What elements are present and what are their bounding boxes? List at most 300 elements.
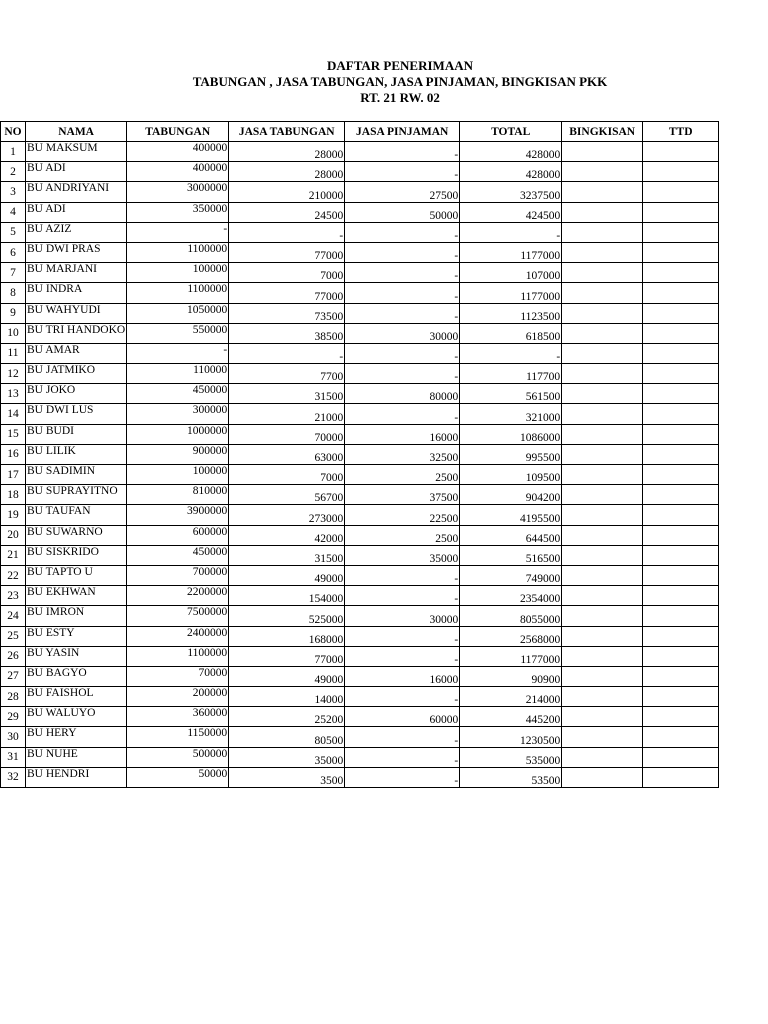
cell-tabungan: 200000 bbox=[127, 687, 229, 707]
table-row bbox=[1, 485, 719, 505]
cell-bingkisan bbox=[562, 525, 643, 545]
cell-nama: BU FAISHOL bbox=[26, 687, 127, 707]
cell-total: 321000 bbox=[460, 404, 562, 424]
cell-total: 904200 bbox=[460, 485, 562, 505]
cell-jasa-tabungan: 24500 bbox=[229, 202, 345, 222]
cell-total: 749000 bbox=[460, 565, 562, 585]
cell-nama: BU JOKO bbox=[26, 384, 127, 404]
cell-jasa-pinjaman: 22500 bbox=[345, 505, 460, 525]
cell-tabungan: 700000 bbox=[127, 565, 229, 585]
cell-no: 30 bbox=[1, 727, 26, 747]
cell-total: 995500 bbox=[460, 444, 562, 464]
title-line-1: DAFTAR PENERIMAAN bbox=[326, 58, 473, 73]
cell-total: 424500 bbox=[460, 202, 562, 222]
cell-ttd bbox=[643, 404, 719, 424]
cell-jasa-tabungan: - bbox=[229, 343, 345, 363]
cell-no: 24 bbox=[1, 606, 26, 626]
cell-jasa-pinjaman: - bbox=[345, 162, 460, 182]
cell-ttd bbox=[643, 303, 719, 323]
cell-jasa-tabungan: 49000 bbox=[229, 666, 345, 686]
cell-total: 516500 bbox=[460, 545, 562, 565]
table-row bbox=[1, 465, 719, 485]
cell-jasa-pinjaman: - bbox=[345, 626, 460, 646]
cell-bingkisan bbox=[562, 727, 643, 747]
cell-jasa-tabungan: 77000 bbox=[229, 242, 345, 262]
cell-ttd bbox=[643, 545, 719, 565]
cell-tabungan: 500000 bbox=[127, 747, 229, 767]
cell-total: 644500 bbox=[460, 525, 562, 545]
table-row bbox=[1, 767, 719, 787]
cell-bingkisan bbox=[562, 323, 643, 343]
cell-no: 27 bbox=[1, 666, 26, 686]
cell-nama: BU TAPTO U bbox=[26, 565, 127, 585]
col-header-nama: NAMA bbox=[26, 122, 127, 142]
cell-total: 1177000 bbox=[460, 646, 562, 666]
table-row bbox=[1, 687, 719, 707]
cell-nama: BU EKHWAN bbox=[26, 586, 127, 606]
table-row bbox=[1, 162, 719, 182]
cell-bingkisan bbox=[562, 222, 643, 242]
table-row bbox=[1, 424, 719, 444]
cell-bingkisan bbox=[562, 404, 643, 424]
cell-jasa-pinjaman: - bbox=[345, 263, 460, 283]
cell-jasa-tabungan: 14000 bbox=[229, 687, 345, 707]
cell-no: 29 bbox=[1, 707, 26, 727]
cell-ttd bbox=[643, 222, 719, 242]
cell-bingkisan bbox=[562, 747, 643, 767]
cell-nama: BU ANDRIYANI bbox=[26, 182, 127, 202]
cell-tabungan: 600000 bbox=[127, 525, 229, 545]
cell-bingkisan bbox=[562, 687, 643, 707]
cell-jasa-tabungan: 7000 bbox=[229, 263, 345, 283]
cell-nama: BU YASIN bbox=[26, 646, 127, 666]
cell-tabungan: 70000 bbox=[127, 666, 229, 686]
cell-jasa-pinjaman: 30000 bbox=[345, 606, 460, 626]
cell-jasa-pinjaman: 50000 bbox=[345, 202, 460, 222]
cell-bingkisan bbox=[562, 263, 643, 283]
cell-jasa-pinjaman: - bbox=[345, 586, 460, 606]
cell-nama: BU ADI bbox=[26, 202, 127, 222]
cell-tabungan: 400000 bbox=[127, 162, 229, 182]
col-header-tabungan: TABUNGAN bbox=[127, 122, 229, 142]
cell-no: 23 bbox=[1, 586, 26, 606]
table-row bbox=[1, 505, 719, 525]
cell-jasa-tabungan: 28000 bbox=[229, 142, 345, 162]
cell-total: 53500 bbox=[460, 767, 562, 787]
cell-nama: BU SUWARNO bbox=[26, 525, 127, 545]
cell-bingkisan bbox=[562, 707, 643, 727]
cell-tabungan: 400000 bbox=[127, 142, 229, 162]
cell-total: 428000 bbox=[460, 162, 562, 182]
table-row bbox=[1, 747, 719, 767]
cell-no: 9 bbox=[1, 303, 26, 323]
savings-table bbox=[0, 121, 719, 788]
table-row bbox=[1, 404, 719, 424]
cell-ttd bbox=[643, 242, 719, 262]
cell-jasa-tabungan: 28000 bbox=[229, 162, 345, 182]
cell-tabungan: 300000 bbox=[127, 404, 229, 424]
cell-no: 8 bbox=[1, 283, 26, 303]
cell-bingkisan bbox=[562, 565, 643, 585]
cell-nama: BU ESTY bbox=[26, 626, 127, 646]
cell-jasa-tabungan: 42000 bbox=[229, 525, 345, 545]
cell-tabungan: 450000 bbox=[127, 545, 229, 565]
cell-ttd bbox=[643, 606, 719, 626]
col-header-jasa-tabungan: JASA TABUNGAN bbox=[229, 122, 345, 142]
cell-no: 31 bbox=[1, 747, 26, 767]
cell-jasa-tabungan: 38500 bbox=[229, 323, 345, 343]
cell-no: 4 bbox=[1, 202, 26, 222]
table-row bbox=[1, 242, 719, 262]
cell-total: 535000 bbox=[460, 747, 562, 767]
cell-total: 3237500 bbox=[460, 182, 562, 202]
cell-jasa-tabungan: 56700 bbox=[229, 485, 345, 505]
cell-tabungan: 1100000 bbox=[127, 646, 229, 666]
cell-jasa-pinjaman: 32500 bbox=[345, 444, 460, 464]
cell-jasa-tabungan: 168000 bbox=[229, 626, 345, 646]
cell-jasa-pinjaman: - bbox=[345, 142, 460, 162]
table-row bbox=[1, 263, 719, 283]
cell-total: 8055000 bbox=[460, 606, 562, 626]
cell-ttd bbox=[643, 687, 719, 707]
cell-jasa-pinjaman: - bbox=[345, 222, 460, 242]
cell-nama: BU AMAR bbox=[26, 343, 127, 363]
cell-jasa-pinjaman: - bbox=[345, 747, 460, 767]
cell-total: 1123500 bbox=[460, 303, 562, 323]
cell-ttd bbox=[643, 142, 719, 162]
cell-jasa-tabungan: 31500 bbox=[229, 545, 345, 565]
col-header-bingkisan: BINGKISAN bbox=[562, 122, 643, 142]
cell-ttd bbox=[643, 646, 719, 666]
cell-no: 18 bbox=[1, 485, 26, 505]
cell-jasa-tabungan: 154000 bbox=[229, 586, 345, 606]
cell-jasa-pinjaman: - bbox=[345, 404, 460, 424]
cell-ttd bbox=[643, 626, 719, 646]
table-row bbox=[1, 586, 719, 606]
table-row bbox=[1, 606, 719, 626]
cell-tabungan: 110000 bbox=[127, 364, 229, 384]
cell-nama: BU MARJANI bbox=[26, 263, 127, 283]
cell-jasa-pinjaman: - bbox=[345, 646, 460, 666]
table-row bbox=[1, 646, 719, 666]
cell-tabungan: 900000 bbox=[127, 444, 229, 464]
cell-bingkisan bbox=[562, 586, 643, 606]
cell-total: 90900 bbox=[460, 666, 562, 686]
table-row bbox=[1, 545, 719, 565]
table-row bbox=[1, 626, 719, 646]
cell-tabungan: 2200000 bbox=[127, 586, 229, 606]
cell-nama: BU SADIMIN bbox=[26, 465, 127, 485]
cell-jasa-pinjaman: 2500 bbox=[345, 465, 460, 485]
cell-bingkisan bbox=[562, 303, 643, 323]
cell-total: 1086000 bbox=[460, 424, 562, 444]
cell-jasa-tabungan: 77000 bbox=[229, 646, 345, 666]
table-row bbox=[1, 565, 719, 585]
cell-jasa-pinjaman: 80000 bbox=[345, 384, 460, 404]
cell-bingkisan bbox=[562, 384, 643, 404]
cell-ttd bbox=[643, 283, 719, 303]
cell-tabungan: 2400000 bbox=[127, 626, 229, 646]
cell-nama: BU HENDRI bbox=[26, 767, 127, 787]
cell-no: 7 bbox=[1, 263, 26, 283]
cell-tabungan: 1000000 bbox=[127, 424, 229, 444]
cell-tabungan: 100000 bbox=[127, 263, 229, 283]
cell-tabungan: 810000 bbox=[127, 485, 229, 505]
cell-jasa-pinjaman: - bbox=[345, 303, 460, 323]
cell-jasa-tabungan: 273000 bbox=[229, 505, 345, 525]
cell-tabungan: 550000 bbox=[127, 323, 229, 343]
cell-jasa-tabungan: 77000 bbox=[229, 283, 345, 303]
cell-nama: BU WALUYO bbox=[26, 707, 127, 727]
cell-jasa-pinjaman: - bbox=[345, 283, 460, 303]
cell-jasa-pinjaman: - bbox=[345, 687, 460, 707]
cell-bingkisan bbox=[562, 767, 643, 787]
cell-nama: BU TRI HANDOKO bbox=[26, 323, 127, 343]
cell-bingkisan bbox=[562, 162, 643, 182]
cell-jasa-pinjaman: - bbox=[345, 343, 460, 363]
cell-bingkisan bbox=[562, 202, 643, 222]
cell-bingkisan bbox=[562, 142, 643, 162]
cell-ttd bbox=[643, 666, 719, 686]
cell-jasa-tabungan: 63000 bbox=[229, 444, 345, 464]
table-row bbox=[1, 182, 719, 202]
cell-jasa-tabungan: 35000 bbox=[229, 747, 345, 767]
table-row bbox=[1, 303, 719, 323]
cell-no: 5 bbox=[1, 222, 26, 242]
cell-nama: BU DWI PRAS bbox=[26, 242, 127, 262]
col-header-jasa-pinjaman: JASA PINJAMAN bbox=[345, 122, 460, 142]
cell-bingkisan bbox=[562, 606, 643, 626]
cell-jasa-tabungan: 25200 bbox=[229, 707, 345, 727]
cell-nama: BU DWI LUS bbox=[26, 404, 127, 424]
cell-no: 17 bbox=[1, 465, 26, 485]
cell-jasa-tabungan: 80500 bbox=[229, 727, 345, 747]
cell-no: 6 bbox=[1, 242, 26, 262]
cell-no: 22 bbox=[1, 565, 26, 585]
cell-tabungan: 360000 bbox=[127, 707, 229, 727]
cell-ttd bbox=[643, 505, 719, 525]
cell-ttd bbox=[643, 202, 719, 222]
cell-jasa-tabungan: 70000 bbox=[229, 424, 345, 444]
cell-nama: BU ADI bbox=[26, 162, 127, 182]
cell-nama: BU AZIZ bbox=[26, 222, 127, 242]
cell-bingkisan bbox=[562, 666, 643, 686]
cell-nama: BU NUHE bbox=[26, 747, 127, 767]
title-line-2: TABUNGAN , JASA TABUNGAN, JASA PINJAMAN, BINGKISAN PKK bbox=[192, 74, 608, 89]
cell-nama: BU BAGYO bbox=[26, 666, 127, 686]
cell-tabungan: 3900000 bbox=[127, 505, 229, 525]
cell-nama: BU LILIK bbox=[26, 444, 127, 464]
cell-nama: BU MAKSUM bbox=[26, 142, 127, 162]
cell-total: 1177000 bbox=[460, 242, 562, 262]
cell-no: 32 bbox=[1, 767, 26, 787]
cell-bingkisan bbox=[562, 343, 643, 363]
cell-ttd bbox=[643, 565, 719, 585]
cell-tabungan: 7500000 bbox=[127, 606, 229, 626]
cell-ttd bbox=[643, 384, 719, 404]
cell-bingkisan bbox=[562, 364, 643, 384]
cell-jasa-pinjaman: 35000 bbox=[345, 545, 460, 565]
cell-tabungan: - bbox=[127, 343, 229, 363]
document-title bbox=[0, 58, 768, 106]
cell-tabungan: 1050000 bbox=[127, 303, 229, 323]
cell-jasa-tabungan: 7700 bbox=[229, 364, 345, 384]
cell-total: - bbox=[460, 222, 562, 242]
cell-jasa-tabungan: 525000 bbox=[229, 606, 345, 626]
cell-total: 109500 bbox=[460, 465, 562, 485]
cell-total: 117700 bbox=[460, 364, 562, 384]
cell-no: 14 bbox=[1, 404, 26, 424]
cell-total: 214000 bbox=[460, 687, 562, 707]
cell-bingkisan bbox=[562, 283, 643, 303]
title-line-3: RT. 21 RW. 02 bbox=[360, 90, 440, 105]
cell-jasa-tabungan: 49000 bbox=[229, 565, 345, 585]
cell-nama: BU IMRON bbox=[26, 606, 127, 626]
cell-tabungan: 50000 bbox=[127, 767, 229, 787]
table-row bbox=[1, 283, 719, 303]
cell-tabungan: 3000000 bbox=[127, 182, 229, 202]
table-row bbox=[1, 707, 719, 727]
table-row bbox=[1, 727, 719, 747]
cell-ttd bbox=[643, 485, 719, 505]
cell-no: 12 bbox=[1, 364, 26, 384]
table-row bbox=[1, 666, 719, 686]
cell-nama: BU HERY bbox=[26, 727, 127, 747]
table-row bbox=[1, 202, 719, 222]
cell-ttd bbox=[643, 323, 719, 343]
cell-jasa-pinjaman: 16000 bbox=[345, 424, 460, 444]
cell-jasa-pinjaman: - bbox=[345, 364, 460, 384]
cell-no: 10 bbox=[1, 323, 26, 343]
cell-jasa-tabungan: - bbox=[229, 222, 345, 242]
cell-bingkisan bbox=[562, 465, 643, 485]
cell-total: - bbox=[460, 343, 562, 363]
cell-no: 25 bbox=[1, 626, 26, 646]
cell-nama: BU SISKRIDO bbox=[26, 545, 127, 565]
cell-total: 4195500 bbox=[460, 505, 562, 525]
cell-jasa-pinjaman: 37500 bbox=[345, 485, 460, 505]
cell-ttd bbox=[643, 465, 719, 485]
cell-bingkisan bbox=[562, 424, 643, 444]
cell-no: 15 bbox=[1, 424, 26, 444]
cell-no: 3 bbox=[1, 182, 26, 202]
cell-tabungan: 450000 bbox=[127, 384, 229, 404]
cell-tabungan: 1100000 bbox=[127, 242, 229, 262]
cell-bingkisan bbox=[562, 646, 643, 666]
cell-bingkisan bbox=[562, 444, 643, 464]
cell-total: 2354000 bbox=[460, 586, 562, 606]
cell-total: 1230500 bbox=[460, 727, 562, 747]
cell-jasa-pinjaman: 30000 bbox=[345, 323, 460, 343]
cell-total: 445200 bbox=[460, 707, 562, 727]
col-header-total: TOTAL bbox=[460, 122, 562, 142]
cell-nama: BU JATMIKO bbox=[26, 364, 127, 384]
cell-ttd bbox=[643, 707, 719, 727]
cell-total: 1177000 bbox=[460, 283, 562, 303]
cell-ttd bbox=[643, 364, 719, 384]
cell-ttd bbox=[643, 525, 719, 545]
cell-jasa-pinjaman: 27500 bbox=[345, 182, 460, 202]
table-header-row bbox=[1, 122, 719, 142]
col-header-ttd: TTD bbox=[643, 122, 719, 142]
cell-jasa-tabungan: 21000 bbox=[229, 404, 345, 424]
cell-no: 19 bbox=[1, 505, 26, 525]
cell-no: 26 bbox=[1, 646, 26, 666]
cell-no: 20 bbox=[1, 525, 26, 545]
cell-nama: BU TAUFAN bbox=[26, 505, 127, 525]
cell-total: 561500 bbox=[460, 384, 562, 404]
cell-jasa-pinjaman: - bbox=[345, 242, 460, 262]
cell-tabungan: 100000 bbox=[127, 465, 229, 485]
cell-total: 428000 bbox=[460, 142, 562, 162]
table-row bbox=[1, 142, 719, 162]
cell-jasa-pinjaman: - bbox=[345, 727, 460, 747]
cell-ttd bbox=[643, 444, 719, 464]
cell-ttd bbox=[643, 182, 719, 202]
cell-no: 16 bbox=[1, 444, 26, 464]
table-row bbox=[1, 364, 719, 384]
cell-ttd bbox=[643, 162, 719, 182]
cell-tabungan: 1150000 bbox=[127, 727, 229, 747]
cell-tabungan: - bbox=[127, 222, 229, 242]
cell-bingkisan bbox=[562, 626, 643, 646]
cell-bingkisan bbox=[562, 485, 643, 505]
cell-bingkisan bbox=[562, 545, 643, 565]
cell-total: 2568000 bbox=[460, 626, 562, 646]
table-body bbox=[1, 142, 719, 788]
cell-nama: BU BUDI bbox=[26, 424, 127, 444]
cell-nama: BU INDRA bbox=[26, 283, 127, 303]
cell-ttd bbox=[643, 263, 719, 283]
table-row bbox=[1, 343, 719, 363]
cell-bingkisan bbox=[562, 505, 643, 525]
cell-jasa-tabungan: 210000 bbox=[229, 182, 345, 202]
cell-no: 11 bbox=[1, 343, 26, 363]
cell-no: 13 bbox=[1, 384, 26, 404]
table-row bbox=[1, 444, 719, 464]
cell-total: 618500 bbox=[460, 323, 562, 343]
cell-jasa-tabungan: 3500 bbox=[229, 767, 345, 787]
col-header-no: NO bbox=[1, 122, 26, 142]
cell-jasa-pinjaman: - bbox=[345, 565, 460, 585]
cell-ttd bbox=[643, 343, 719, 363]
cell-tabungan: 350000 bbox=[127, 202, 229, 222]
cell-no: 28 bbox=[1, 687, 26, 707]
table-row bbox=[1, 222, 719, 242]
cell-ttd bbox=[643, 424, 719, 444]
cell-total: 107000 bbox=[460, 263, 562, 283]
cell-jasa-tabungan: 7000 bbox=[229, 465, 345, 485]
cell-jasa-tabungan: 31500 bbox=[229, 384, 345, 404]
table-row bbox=[1, 384, 719, 404]
cell-jasa-pinjaman: 2500 bbox=[345, 525, 460, 545]
cell-jasa-pinjaman: 60000 bbox=[345, 707, 460, 727]
cell-no: 1 bbox=[1, 142, 26, 162]
table-row bbox=[1, 525, 719, 545]
cell-tabungan: 1100000 bbox=[127, 283, 229, 303]
cell-jasa-tabungan: 73500 bbox=[229, 303, 345, 323]
cell-nama: BU SUPRAYITNO bbox=[26, 485, 127, 505]
cell-ttd bbox=[643, 747, 719, 767]
cell-jasa-pinjaman: - bbox=[345, 767, 460, 787]
cell-bingkisan bbox=[562, 242, 643, 262]
cell-ttd bbox=[643, 727, 719, 747]
cell-no: 2 bbox=[1, 162, 26, 182]
cell-no: 21 bbox=[1, 545, 26, 565]
table-row bbox=[1, 323, 719, 343]
cell-ttd bbox=[643, 767, 719, 787]
cell-nama: BU WAHYUDI bbox=[26, 303, 127, 323]
